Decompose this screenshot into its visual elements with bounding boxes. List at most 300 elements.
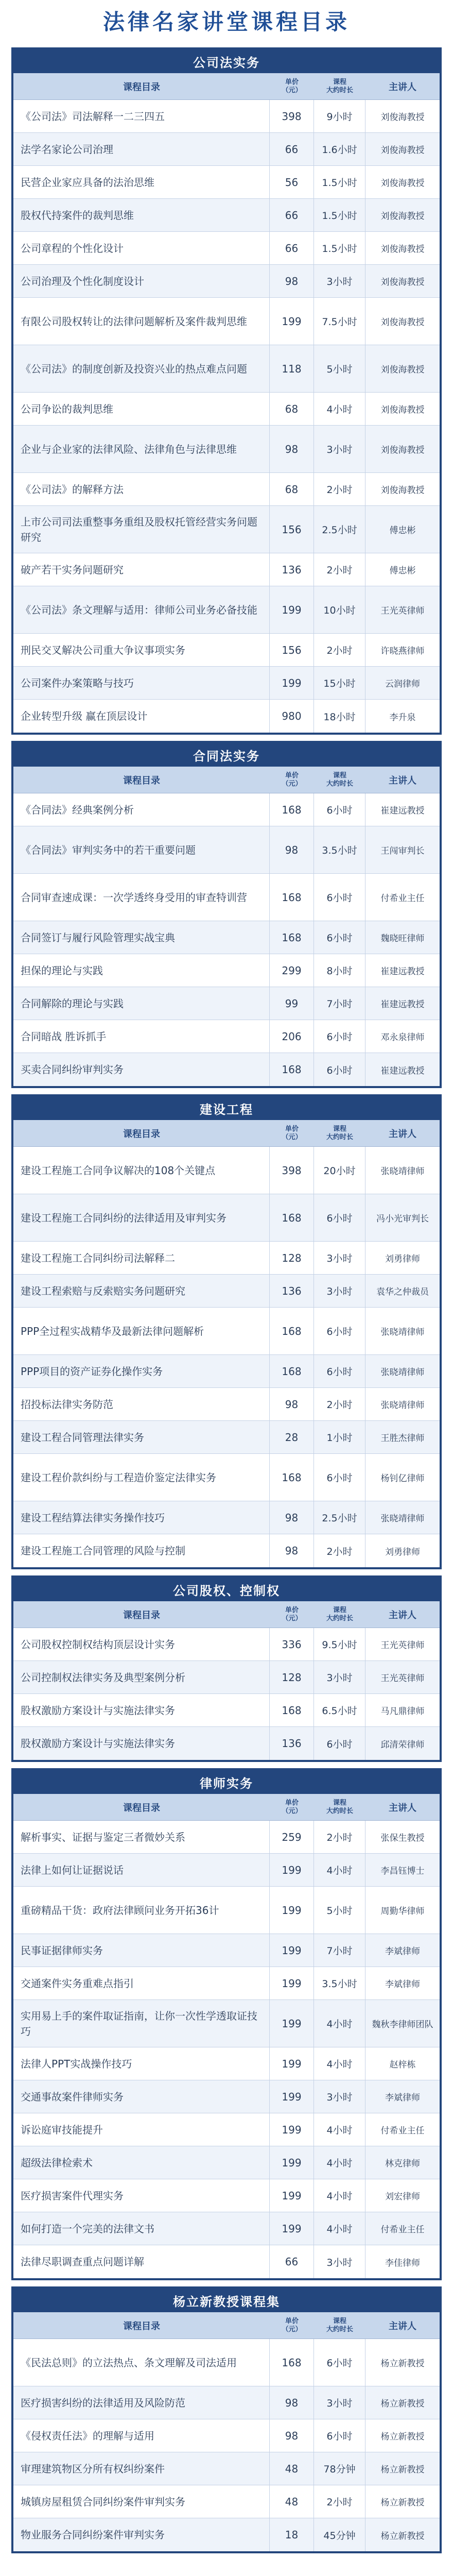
header-duration-line: 大约时长 (326, 1614, 353, 1622)
header-price (270, 73, 314, 99)
table-row[interactable] (13, 1275, 440, 1308)
table-row[interactable] (13, 2386, 440, 2419)
course-name: 实用易上手的案件取证指南，让你一次性学透取证技巧 (13, 2000, 270, 2047)
table-body (13, 793, 440, 1086)
header-teacher: 主讲人 (389, 1802, 416, 1814)
table-row[interactable] (13, 987, 440, 1020)
course-teacher: 傅忠彬 (389, 566, 416, 576)
table-header (13, 1601, 440, 1628)
course-duration: 2小时 (314, 473, 365, 505)
course-teacher: 袁华之仲裁员 (376, 1287, 429, 1297)
header-price-line: （元） (282, 86, 302, 94)
table-row[interactable] (13, 166, 440, 199)
table-row[interactable] (13, 921, 440, 954)
course-name: 有限公司股权转让的法律问题解析及案件裁判思维 (13, 298, 270, 345)
section-4 (11, 1768, 442, 2280)
course-name: 重磅精品干货：政府法律顾问业务开拓36计 (13, 1887, 270, 1934)
section-title: 公司法实务 (13, 49, 440, 73)
course-price: 98 (270, 2419, 314, 2452)
course-duration: 3小时 (314, 426, 365, 472)
header-teacher: 主讲人 (389, 775, 416, 786)
table-body (13, 1147, 440, 1567)
course-price: 98 (270, 1534, 314, 1567)
table-row[interactable] (13, 2047, 440, 2080)
table-row[interactable] (13, 2518, 440, 2551)
course-name: 企业转型升级 赢在顶层设计 (13, 700, 270, 733)
course-teacher: 付希业主任 (380, 2225, 425, 2235)
table-row[interactable] (13, 1053, 440, 1086)
table-row[interactable] (13, 1388, 440, 1421)
table-row[interactable] (13, 2080, 440, 2113)
course-name: 建设工程索赔与反索赔实务问题研究 (13, 1275, 270, 1307)
course-name: 合同暗战 胜诉抓手 (13, 1020, 270, 1053)
course-duration: 4小时 (314, 2179, 365, 2212)
header-duration (314, 73, 365, 99)
header-course: 课程目录 (123, 775, 160, 786)
course-teacher: 云润律师 (385, 679, 420, 689)
table-row[interactable] (13, 667, 440, 700)
course-teacher: 王光英律师 (380, 1640, 425, 1651)
table-row[interactable] (13, 1854, 440, 1887)
course-teacher: 张晓靖律师 (380, 1514, 425, 1524)
header-price (270, 767, 314, 793)
course-price: 199 (270, 2000, 314, 2047)
table-row[interactable] (13, 199, 440, 232)
header-duration-line: 课程 (333, 2317, 346, 2325)
header-duration-line: 大约时长 (326, 1133, 353, 1141)
table-row[interactable] (13, 874, 440, 921)
table-header (13, 1794, 440, 1821)
course-teacher: 杨立新教授 (380, 2465, 425, 2475)
section-title: 杨立新教授课程集 (13, 2289, 440, 2312)
header-price-line: （元） (282, 1133, 302, 1141)
course-name: 如何打造一个完美的法律文书 (13, 2212, 270, 2245)
table-row[interactable] (13, 1020, 440, 1053)
course-teacher: 林克律师 (385, 2159, 420, 2169)
table-row[interactable] (13, 1727, 440, 1760)
table-row[interactable] (13, 1421, 440, 1454)
course-name: 超级法律检索术 (13, 2146, 270, 2179)
table-row[interactable] (13, 393, 440, 426)
header-duration-line: 大约时长 (326, 1807, 353, 1815)
course-duration: 45分钟 (314, 2518, 365, 2551)
table-row[interactable] (13, 345, 440, 393)
course-teacher: 杨立新教授 (380, 2432, 425, 2442)
course-price: 199 (270, 1854, 314, 1886)
course-teacher: 刘俊海教授 (380, 145, 425, 156)
course-price: 18 (270, 2518, 314, 2551)
course-teacher: 付希业主任 (380, 893, 425, 904)
course-duration: 6小时 (314, 874, 365, 921)
course-duration: 9.5小时 (314, 1628, 365, 1660)
table-row[interactable] (13, 1628, 440, 1661)
header-duration (314, 1601, 365, 1628)
table-row[interactable] (13, 586, 440, 634)
course-teacher: 赵梓栋 (389, 2060, 416, 2070)
course-teacher: 李佳律师 (385, 2258, 420, 2268)
table-row[interactable] (13, 2146, 440, 2179)
course-duration: 2小时 (314, 553, 365, 586)
course-name: 招投标法律实务防范 (13, 1388, 270, 1420)
table-row[interactable] (13, 634, 440, 667)
table-row[interactable] (13, 506, 440, 553)
course-duration: 6小时 (314, 1454, 365, 1501)
course-price: 66 (270, 199, 314, 231)
course-name: 刑民交叉解决公司重大争议事项实务 (13, 634, 270, 666)
course-duration: 6小时 (314, 793, 365, 826)
table-row[interactable] (13, 232, 440, 265)
course-price: 118 (270, 345, 314, 392)
course-name: 公司案件办案策略与技巧 (13, 667, 270, 699)
course-name: 公司治理及个性化制度设计 (13, 265, 270, 297)
course-duration: 6.5小时 (314, 1694, 365, 1726)
table-header (13, 2312, 440, 2339)
course-name: 建设工程价款纠纷与工程造价鉴定法律实务 (13, 1454, 270, 1501)
course-duration: 1.5小时 (314, 232, 365, 264)
course-duration: 5小时 (314, 345, 365, 392)
page-title: 法律名家讲堂课程目录 (102, 9, 350, 35)
header-price (270, 2312, 314, 2338)
course-name: 医疗损害纠纷的法律适用及风险防范 (13, 2386, 270, 2419)
header-duration-line: 大约时长 (326, 86, 353, 94)
course-price: 66 (270, 232, 314, 264)
course-teacher: 李斌律师 (385, 1946, 420, 1957)
course-teacher: 刘俊海教授 (380, 445, 425, 455)
table-row[interactable] (13, 1534, 440, 1567)
course-price: 99 (270, 987, 314, 1020)
course-teacher: 崔建远教授 (380, 999, 425, 1010)
header-duration (314, 1120, 365, 1146)
header-duration-line: 大约时长 (326, 779, 353, 788)
course-teacher: 刘俊海教授 (380, 178, 425, 189)
course-teacher: 刘勇律师 (385, 1547, 420, 1557)
header-duration (314, 2312, 365, 2338)
course-duration: 4小时 (314, 2146, 365, 2179)
course-duration: 2小时 (314, 634, 365, 666)
course-duration: 3小时 (314, 1275, 365, 1307)
course-teacher: 杨立新教授 (380, 2498, 425, 2508)
course-duration: 4小时 (314, 393, 365, 425)
table-row[interactable] (13, 1821, 440, 1854)
course-name: 合同签订与履行风险管理实战宝典 (13, 921, 270, 954)
course-name: 《公司法》条文理解与适用：律师公司业务必备技能 (13, 586, 270, 633)
header-duration (314, 767, 365, 793)
course-price: 66 (270, 2245, 314, 2278)
course-duration: 6小时 (314, 2419, 365, 2452)
course-duration: 6小时 (314, 1194, 365, 1241)
header-course: 课程目录 (123, 1128, 160, 1140)
course-price: 199 (270, 298, 314, 345)
course-price: 136 (270, 1275, 314, 1307)
table-row[interactable] (13, 1242, 440, 1275)
course-teacher: 李升泉 (389, 712, 416, 723)
table-header (13, 1120, 440, 1147)
course-teacher: 杨立新教授 (380, 2359, 425, 2369)
table-row[interactable] (13, 1967, 440, 2000)
course-name: 《公司法》的解释方法 (13, 473, 270, 505)
course-teacher: 崔建远教授 (380, 1065, 425, 1076)
course-duration: 7小时 (314, 987, 365, 1020)
course-duration: 18小时 (314, 700, 365, 733)
course-duration: 1.5小时 (314, 166, 365, 198)
course-price: 336 (270, 1628, 314, 1660)
header-price-line: 单价 (285, 1606, 299, 1614)
course-duration: 1.6小时 (314, 133, 365, 165)
header-teacher: 主讲人 (389, 81, 416, 93)
course-price: 398 (270, 100, 314, 132)
course-name: PPP项目的资产证券化操作实务 (13, 1355, 270, 1387)
header-price-line: 单价 (285, 78, 299, 86)
course-name: 建设工程结算法律实务操作技巧 (13, 1501, 270, 1534)
header-teacher: 主讲人 (389, 2320, 416, 2332)
table-row[interactable] (13, 1355, 440, 1388)
course-price: 48 (270, 2452, 314, 2485)
course-name: 建设工程施工合同纠纷司法解释二 (13, 1242, 270, 1274)
course-duration: 4小时 (314, 2212, 365, 2245)
course-teacher: 张晓靖律师 (380, 1367, 425, 1378)
course-price: 98 (270, 265, 314, 297)
course-duration: 3小时 (314, 2245, 365, 2278)
table-row[interactable] (13, 1501, 440, 1534)
table-row[interactable] (13, 700, 440, 733)
course-teacher: 刘宏律师 (385, 2192, 420, 2202)
course-price: 98 (270, 426, 314, 472)
course-duration: 1.5小时 (314, 199, 365, 231)
header-course: 课程目录 (123, 81, 160, 93)
course-name: 解析事实、证据与鉴定三者微妙关系 (13, 1821, 270, 1853)
course-teacher: 刘俊海教授 (380, 244, 425, 255)
table-row[interactable] (13, 1147, 440, 1194)
table-row[interactable] (13, 1308, 440, 1355)
course-price: 206 (270, 1020, 314, 1053)
course-duration: 3小时 (314, 265, 365, 297)
table-row[interactable] (13, 2179, 440, 2212)
course-name: 医疗损害案件代理实务 (13, 2179, 270, 2212)
course-price: 199 (270, 2146, 314, 2179)
table-body (13, 1821, 440, 2278)
course-duration: 2小时 (314, 1388, 365, 1420)
course-name: 法律上如何让证据说话 (13, 1854, 270, 1886)
course-duration: 6小时 (314, 2339, 365, 2386)
course-duration: 1小时 (314, 1421, 365, 1453)
table-row[interactable] (13, 2485, 440, 2518)
course-name: 企业与企业家的法律风险、法律角色与法律思维 (13, 426, 270, 472)
course-teacher: 王光英律师 (380, 1673, 425, 1684)
table-row[interactable] (13, 1661, 440, 1694)
course-name: 股权激励方案设计与实施法律实务 (13, 1694, 270, 1726)
table-row[interactable] (13, 1454, 440, 1501)
course-duration: 2小时 (314, 1534, 365, 1567)
course-teacher: 魏秋李律师团队 (372, 2020, 433, 2030)
course-duration: 8小时 (314, 954, 365, 987)
course-name: 审理建筑物区分所有权纠纷案件 (13, 2452, 270, 2485)
course-duration: 2小时 (314, 2485, 365, 2518)
course-price: 199 (270, 2113, 314, 2146)
course-name: 建设工程施工合同争议解决的108个关键点 (13, 1147, 270, 1194)
course-teacher: 刘俊海教授 (380, 211, 425, 222)
header-price (270, 1794, 314, 1820)
course-duration: 3小时 (314, 1661, 365, 1693)
table-row[interactable] (13, 426, 440, 473)
course-price: 199 (270, 1887, 314, 1934)
section-2 (11, 1094, 442, 1569)
course-duration: 4小时 (314, 1854, 365, 1886)
table-row[interactable] (13, 133, 440, 166)
header-price-line: 单价 (285, 771, 299, 779)
course-name: 公司控制权法律实务及典型案例分析 (13, 1661, 270, 1693)
course-price: 168 (270, 1053, 314, 1086)
course-duration: 9小时 (314, 100, 365, 132)
header-duration-line: 课程 (333, 1799, 346, 1807)
table-row[interactable] (13, 2339, 440, 2386)
table-row[interactable] (13, 298, 440, 345)
course-teacher: 杨立新教授 (380, 2399, 425, 2409)
table-row[interactable] (13, 2452, 440, 2485)
table-row[interactable] (13, 2212, 440, 2245)
course-name: 《公司法》的制度创新及投资兴业的热点难点问题 (13, 345, 270, 392)
table-row[interactable] (13, 826, 440, 874)
header-course: 课程目录 (123, 1609, 160, 1621)
course-price: 199 (270, 2047, 314, 2080)
header-teacher: 主讲人 (389, 1609, 416, 1621)
section-0 (11, 47, 442, 735)
course-teacher: 刘俊海教授 (380, 485, 425, 496)
table-row[interactable] (13, 2113, 440, 2146)
course-teacher: 刘俊海教授 (380, 112, 425, 123)
course-duration: 5小时 (314, 1887, 365, 1934)
course-name: 《公司法》司法解释一二三四五 (13, 100, 270, 132)
table-header (13, 73, 440, 100)
course-teacher: 王光英律师 (380, 606, 425, 616)
course-teacher: 张晓靖律师 (380, 1166, 425, 1177)
course-name: 民营企业家应具备的法治思维 (13, 166, 270, 198)
header-price-line: （元） (282, 2325, 302, 2333)
course-teacher: 李斌律师 (385, 1979, 420, 1990)
course-price: 168 (270, 921, 314, 954)
header-course: 课程目录 (123, 1802, 160, 1814)
course-price: 98 (270, 1388, 314, 1420)
course-name: 股权激励方案设计与实施法律实务 (13, 1727, 270, 1760)
course-price: 168 (270, 1454, 314, 1501)
header-course: 课程目录 (123, 2320, 160, 2332)
course-teacher: 张晓靖律师 (380, 1400, 425, 1411)
header-duration-line: 大约时长 (326, 2325, 353, 2333)
table-row[interactable] (13, 473, 440, 506)
header-teacher: 主讲人 (389, 1128, 416, 1140)
course-duration: 6小时 (314, 1053, 365, 1086)
header-duration-line: 课程 (333, 1125, 346, 1133)
sections-container (0, 47, 453, 2553)
course-price: 168 (270, 874, 314, 921)
header-duration-line: 课程 (333, 771, 346, 779)
course-teacher: 刘俊海教授 (380, 365, 425, 375)
table-row[interactable] (13, 100, 440, 133)
course-price: 199 (270, 1934, 314, 1967)
section-title: 公司股权、控制权 (13, 1578, 440, 1601)
course-name: 公司章程的个性化设计 (13, 232, 270, 264)
course-name: 买卖合同纠纷审判实务 (13, 1053, 270, 1086)
header-duration-line: 课程 (333, 78, 346, 86)
course-name: 交通案件实务重难点指引 (13, 1967, 270, 1999)
course-duration: 2小时 (314, 1821, 365, 1853)
course-price: 168 (270, 1355, 314, 1387)
course-price: 168 (270, 1194, 314, 1241)
table-row[interactable] (13, 553, 440, 586)
course-teacher: 马凡鼎律师 (380, 1706, 425, 1717)
course-duration: 20小时 (314, 1147, 365, 1194)
course-name: 《合同法》审判实务中的若干重要问题 (13, 826, 270, 873)
course-name: 交通事故案件律师实务 (13, 2080, 270, 2113)
course-name: PPP全过程实战精华及最新法律问题解析 (13, 1308, 270, 1354)
course-price: 259 (270, 1821, 314, 1853)
course-teacher: 许晓燕律师 (380, 646, 425, 656)
course-teacher: 杨立新教授 (380, 2531, 425, 2541)
course-price: 199 (270, 1967, 314, 1999)
course-teacher: 张晓靖律师 (380, 1327, 425, 1337)
course-teacher: 杨钊亿律师 (380, 1473, 425, 1484)
course-price: 299 (270, 954, 314, 987)
course-price: 128 (270, 1242, 314, 1274)
table-row[interactable] (13, 793, 440, 826)
course-duration: 2.5小时 (314, 506, 365, 553)
course-price: 66 (270, 133, 314, 165)
table-row[interactable] (13, 1934, 440, 1967)
course-price: 398 (270, 1147, 314, 1194)
course-name: 城镇房屋租赁合同纠纷案件审判实务 (13, 2485, 270, 2518)
course-name: 民事证据律师实务 (13, 1934, 270, 1967)
course-duration: 4小时 (314, 2113, 365, 2146)
course-name: 破产若干实务问题研究 (13, 553, 270, 586)
course-teacher: 付希业主任 (380, 2126, 425, 2136)
course-duration: 78分钟 (314, 2452, 365, 2485)
table-row[interactable] (13, 954, 440, 987)
course-name: 公司争讼的裁判思维 (13, 393, 270, 425)
course-teacher: 邓永泉律师 (380, 1032, 425, 1043)
course-name: 《合同法》经典案例分析 (13, 793, 270, 826)
course-teacher: 王闯审判长 (380, 846, 425, 856)
course-name: 上市公司司法重整事务重组及股权托管经营实务问题研究 (13, 506, 270, 553)
table-row[interactable] (13, 1694, 440, 1727)
course-name: 法学名家论公司治理 (13, 133, 270, 165)
course-teacher: 刘俊海教授 (380, 405, 425, 415)
table-row[interactable] (13, 2000, 440, 2047)
course-price: 136 (270, 553, 314, 586)
table-header (13, 767, 440, 793)
course-duration: 10小时 (314, 586, 365, 633)
course-price: 68 (270, 473, 314, 505)
header-price-line: 单价 (285, 1799, 299, 1807)
course-teacher: 魏晓旺律师 (380, 934, 425, 944)
table-row[interactable] (13, 2419, 440, 2452)
course-price: 136 (270, 1727, 314, 1760)
table-row[interactable] (13, 1887, 440, 1934)
header-price (270, 1120, 314, 1146)
course-duration: 15小时 (314, 667, 365, 699)
table-row[interactable] (13, 265, 440, 298)
course-price: 68 (270, 393, 314, 425)
course-price: 199 (270, 586, 314, 633)
table-body (13, 1628, 440, 1760)
course-teacher: 刘勇律师 (385, 1254, 420, 1264)
course-teacher: 冯小光审判长 (376, 1214, 429, 1224)
course-price: 199 (270, 667, 314, 699)
course-price: 98 (270, 2386, 314, 2419)
course-teacher: 周勤华律师 (380, 1906, 425, 1917)
header-price-line: （元） (282, 1807, 302, 1815)
table-row[interactable] (13, 2245, 440, 2278)
table-row[interactable] (13, 1194, 440, 1242)
course-name: 担保的理论与实践 (13, 954, 270, 987)
